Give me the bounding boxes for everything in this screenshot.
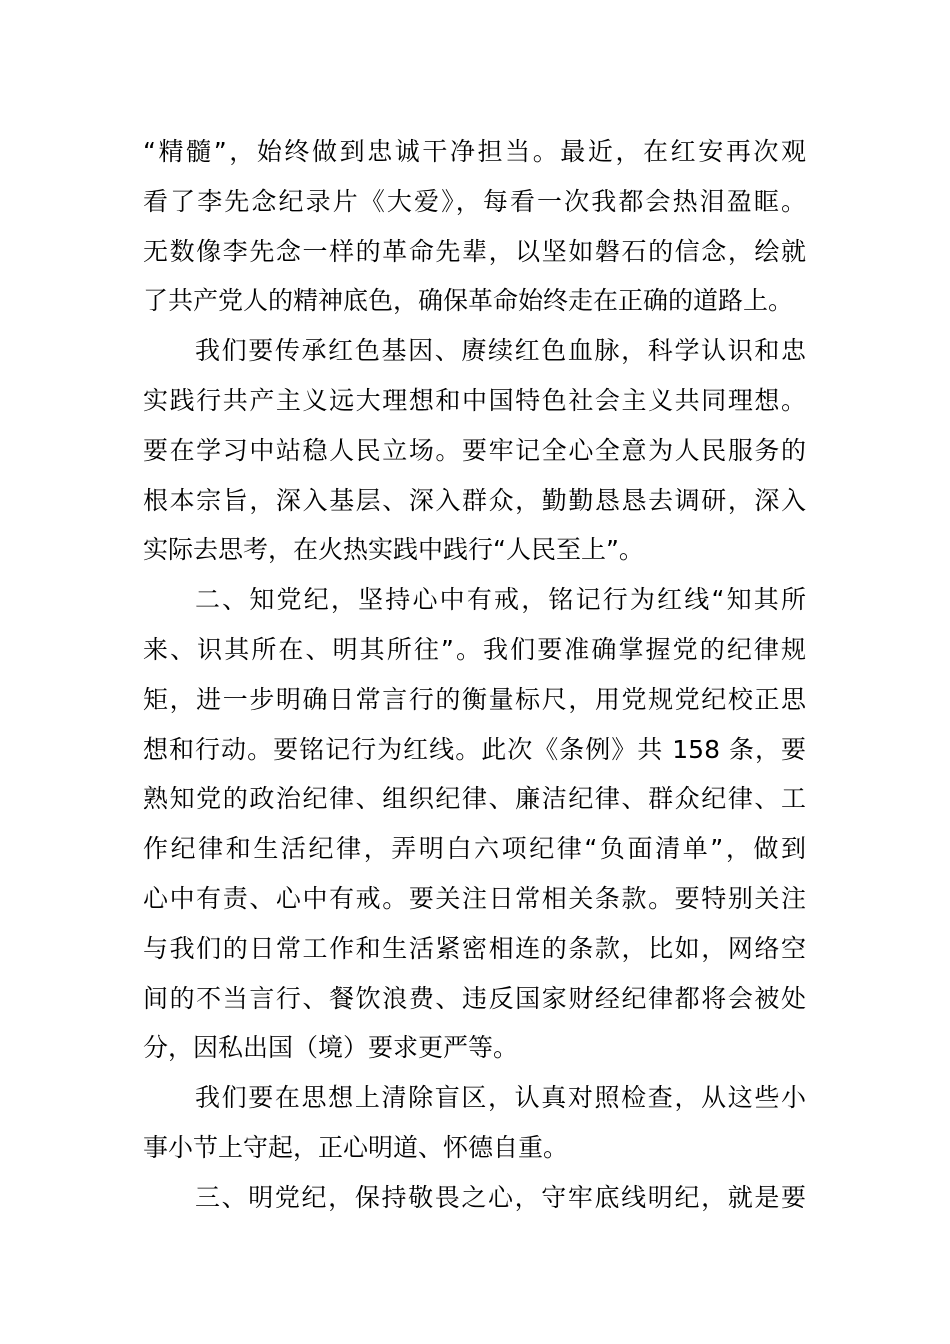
text-line: 与我们的日常工作和生活紧密相连的条款，比如，网络空: [143, 933, 806, 963]
text-line: 根本宗旨，深入基层、深入群众，勤勤恳恳去调研，深入: [143, 485, 806, 515]
text-line: 实际去思考，在火热实践中践行“人民至上”。: [143, 535, 644, 565]
text-line: 作纪律和生活纪律，弄明白六项纪律“负面清单”，做到: [143, 834, 806, 864]
text-line: 分，因私出国（境）要求更严等。: [143, 1033, 519, 1063]
text-line: 心中有责、心中有戒。要关注日常相关条款。要特别关注: [143, 883, 806, 913]
text-line: 想和行动。要铭记行为红线。此次《条例》共 158 条，要: [143, 734, 806, 764]
text-line: 我们要在思想上清除盲区，认真对照检查，从这些小: [195, 1083, 806, 1113]
text-line: 来、识其所在、明其所往”。我们要准确掌握党的纪律规: [143, 634, 806, 664]
text-line: 间的不当言行、餐饮浪费、违反国家财经纪律都将会被处: [143, 983, 806, 1013]
text-line: 要在学习中站稳人民立场。要牢记全心全意为人民服务的: [143, 435, 806, 465]
text-line: 三、明党纪，保持敬畏之心，守牢底线明纪，就是要: [195, 1182, 806, 1212]
text-line: 无数像李先念一样的革命先辈，以坚如磐石的信念，绘就: [143, 236, 806, 266]
text-line: 我们要传承红色基因、赓续红色血脉，科学认识和忠: [195, 336, 806, 366]
text-line: 事小节上守起，正心明道、怀德自重。: [143, 1132, 569, 1162]
document-body: [143, 127, 806, 1223]
text-line: 二、知党纪，坚持心中有戒，铭记行为红线“知其所: [195, 585, 806, 615]
text-line: “精髓”，始终做到忠诚干净担当。最近，在红安再次观: [143, 137, 806, 166]
text-line: 实践行共产主义远大理想和中国特色社会主义共同理想。: [143, 385, 806, 415]
text-line: 看了李先念纪录片《大爱》，每看一次我都会热泪盈眶。: [143, 186, 806, 216]
text-line: 了共产党人的精神底色，确保革命始终走在正确的道路上。: [143, 286, 794, 316]
text-line: 矩，进一步明确日常言行的衡量标尺，用党规党纪校正思: [143, 684, 806, 714]
text-line: 熟知党的政治纪律、组织纪律、廉洁纪律、群众纪律、工: [143, 784, 806, 814]
